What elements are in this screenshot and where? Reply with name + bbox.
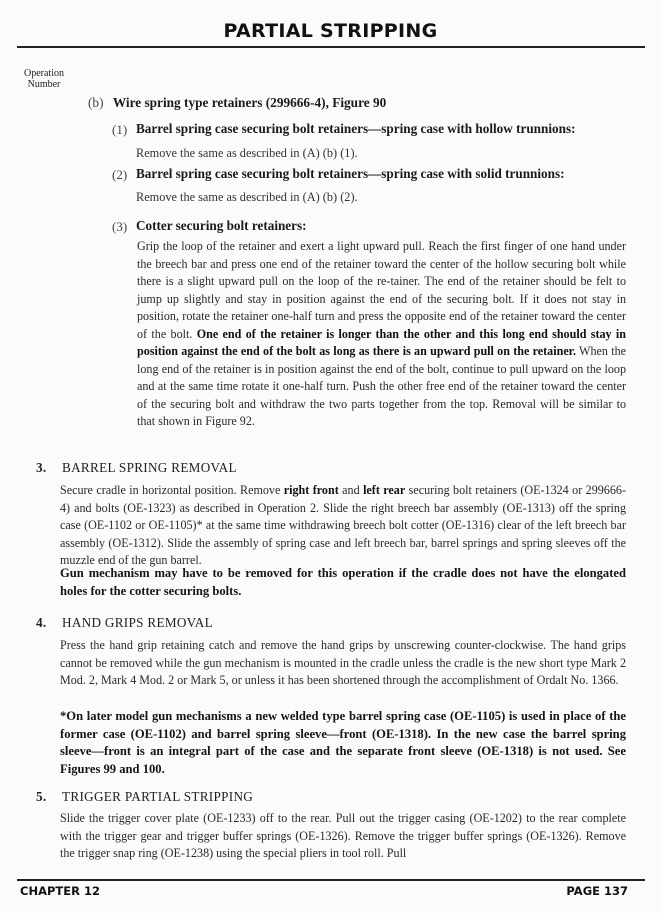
subsection-b-heading [88,95,386,111]
item-3-title: Cotter securing bolt retainers: [136,218,307,233]
section-4-heading [36,615,213,631]
section-5-title: TRIGGER PARTIAL STRIPPING [62,789,254,804]
subsection-b-label: (b) [88,95,104,110]
section-5-number: 5. [36,789,47,804]
chapter-label: CHAPTER 12 [20,884,100,898]
item-3-number: (3) [112,219,128,234]
section-4-body: Press the hand grip retaining catch and remove the hand grips by unscrewing counter-clockwise. The hand grips cannot be removed while the gun mechanism is mounted in the cradle unless the cradle is the new short type Mark 2 Mod. 2, Mark 4 Mod. 2 or Mark 5, or unless it has been shortened through the accomplishment of Ordalt No. 1366. [60,638,626,687]
page-number: PAGE 137 [566,884,628,898]
section-3-number: 3. [36,460,47,475]
operation-label-line1: Operation [24,68,64,79]
item-2-body: Remove the same as described in (A) (b) (2). [136,190,358,204]
section-3-body [60,482,626,570]
item-2-number: (2) [112,167,128,182]
section-3-text-a: Secure cradle in horizontal position. Remove [60,483,281,497]
item-1-number: (1) [112,122,128,137]
operation-label-line2: Number [27,79,61,90]
item-2-title: Barrel spring case securing bolt retainers—spring case with solid trunnions: [136,166,565,181]
section-3-text-b: and [342,483,360,497]
section-4-title: HAND GRIPS REMOVAL [62,615,213,630]
footer-rule [17,879,645,881]
footnote-welded-case: *On later model gun mechanisms a new welded type barrel spring case (OE-1105) is used in place of the former case (OE-1102) and barrel spring sleeve—front (OE-1318). In the new case the barrel spring sleeve—front is an integral part of the case and the separate front sleeve (OE-1318) is not used. See Figures 99 and 100. [60,709,626,776]
item-3-body-bold: One end of the retainer is longer than the other and this long end should stay in position against the end of the bolt as long as there is an upward pull on the retainer. [137,326,626,358]
item-1-body: Remove the same as described in (A) (b) (1). [136,146,358,160]
section-5-body: Slide the trigger cover plate (OE-1233) off to the rear. Pull out the trigger casing (OE-1202) to the rear complete with the trigger gear and trigger buffer springs (OE-1326). Remove the trigger buffer springs (OE-1326). Remove the trigger snap ring (OE-1238) using the special pliers in tool roll. Pull [60,811,626,860]
section-3-heading [36,460,237,476]
subsection-b-title: Wire spring type retainers (299666-4), Figure 90 [112,95,387,110]
operation-number-label [16,68,72,90]
section-3-title: BARREL SPRING REMOVAL [62,460,237,475]
item-3-body-part2: When the long end of the retainer is in position against the end of the bolt, continue to pull upward on the loop and at the same time rotate it one-half turn. Push the other free end of the retainer toward the center of the securing bolt and withdraw the two parts together from the top. Removal will be similar to that shown in Figure 92. [137,344,626,428]
page-title: PARTIAL STRIPPING [223,20,438,42]
section-3-text-c: securing bolt retainers (OE-1324 or 299666-4) and bolts (OE-1323) as described in Operation 2. Slide the right breech bar assembly (OE-1313) off the spring case (OE-1102 or OE-1105)* at the same time withdrawing breech bolt cotter (OE-1316) clear of the left breech bar assembly (OE-1312). Slide the assembly of spring case and left breech bar, barrel springs and spring sleeves off the muzzle end of the gun barrel. [60,483,626,567]
header-rule [17,46,645,48]
section-4-number: 4. [36,615,47,630]
section-3-note: Gun mechanism may have to be removed for this operation if the cradle does not have the elongated holes for the cotter securing bolts. [60,566,626,598]
section-3-bold-left-rear: left rear [363,483,406,497]
item-3-body-part1: Grip the loop of the retainer and exert a light upward pull. Reach the first finger of one hand under the breech bar and press one end of the retainer toward the center of the hollow securing bolt while there is a slight upward pull on the loop of the re-tainer. The end of the retainer should be felt to jump up slightly and stay in position against the end of the securing bolt. If it does not stay in position, rotate the retainer one-half turn and press the opposite end of the retainer toward the center of the bolt. [137,239,626,341]
section-5-heading [36,789,253,805]
item-1-title: Barrel spring case securing bolt retainers—spring case with hollow trunnions: [136,121,576,136]
item-3-body [137,238,626,431]
section-3-bold-right-front: right front [283,483,339,497]
